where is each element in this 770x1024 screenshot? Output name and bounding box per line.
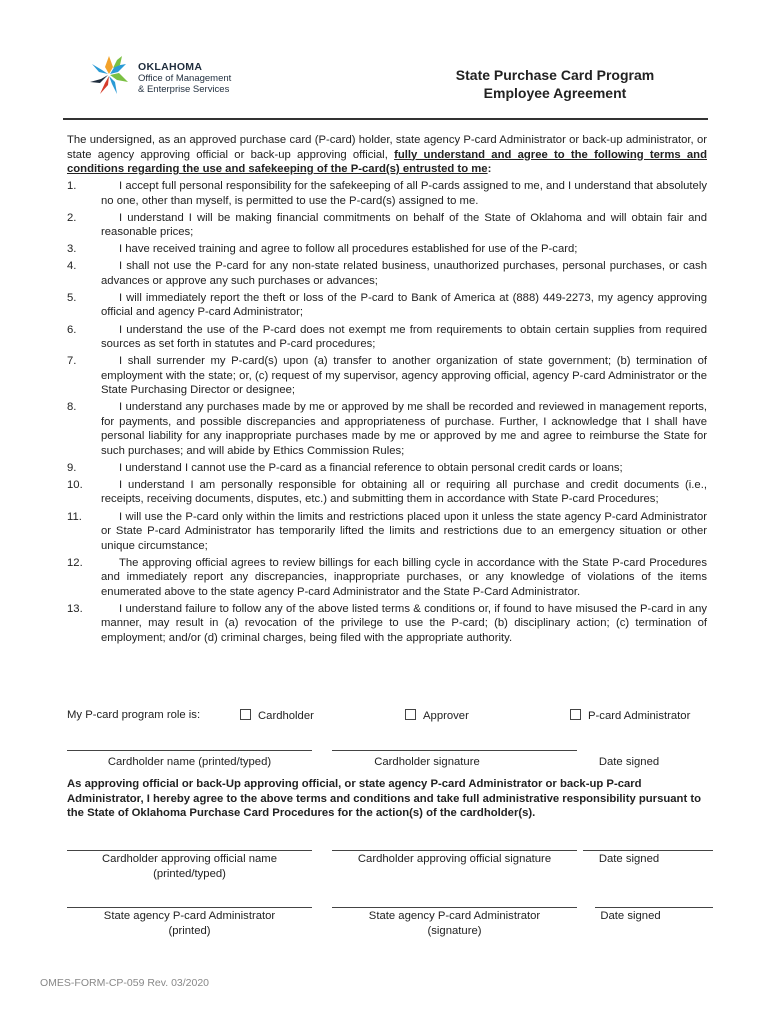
admin-signature-label-line1: State agency P-card Administrator (368, 910, 541, 922)
admin-date-line[interactable] (595, 907, 713, 908)
term-text-content: I accept full personal responsibility for the safekeeping of all P-cards assigned to me, and I understand that absolutely no one, other than myself, is permitted to use the P-card(s) assigned to me. (101, 180, 707, 207)
term-number: 12. (67, 556, 83, 569)
role-option-approver[interactable] (405, 709, 469, 722)
admin-name-label (67, 909, 312, 939)
logo-org-name: OKLAHOMA (138, 61, 203, 73)
term-item (67, 400, 707, 458)
terms-list (67, 179, 707, 645)
approver-name-line[interactable] (67, 850, 312, 851)
term-text (101, 400, 707, 458)
term-number: 1. (67, 180, 77, 193)
term-text-content: I will use the P-card only within the limits and restrictions placed upon it unless the state agency P-card Administrator or State P-card Administrator has temporarily lifted the limits and restrictions due to an emergency situation or other unique circumstance; (101, 510, 707, 552)
term-item (67, 556, 707, 600)
term-number: 2. (67, 211, 77, 224)
star-burst-icon (86, 52, 132, 98)
role-option-label: Cardholder (258, 710, 314, 722)
role-label: My P-card program role is: (67, 709, 201, 721)
intro-text: The undersigned, as an approved purchase card (P-card) holder, state agency P-card Administrator or back-up administrator, or state agency approving official or back-up approving official, (67, 134, 707, 161)
agency-logo (86, 52, 266, 100)
admin-signature-label-line2: (signature) (427, 925, 482, 937)
header-divider (63, 118, 708, 120)
term-text (101, 291, 707, 320)
term-text (101, 242, 707, 257)
cardholder-signature-label: Cardholder signature (374, 756, 480, 768)
admin-signature-line[interactable] (332, 907, 577, 908)
approver-date-line[interactable] (583, 850, 713, 851)
term-item (67, 211, 707, 240)
term-item (67, 602, 707, 646)
term-text (101, 323, 707, 352)
checkbox[interactable] (405, 709, 416, 720)
role-option-pcard-admin[interactable] (570, 709, 690, 722)
admin-date-label: Date signed (600, 910, 661, 922)
role-option-label: P-card Administrator (588, 710, 691, 722)
term-text-content: I have received training and agree to follow all procedures established for use of the P-card; (119, 243, 578, 256)
checkbox[interactable] (240, 709, 251, 720)
term-number: 7. (67, 355, 77, 368)
term-text (101, 211, 707, 240)
agreement-body (67, 133, 707, 645)
term-item (67, 354, 707, 398)
approver-signature-label: Cardholder approving official signature (357, 853, 552, 865)
term-text (101, 602, 707, 646)
term-text (101, 556, 707, 600)
role-option-label: Approver (423, 710, 469, 722)
term-number: 4. (67, 260, 77, 273)
term-text-content: I understand I will be making financial commitments on behalf of the State of Oklahoma and will obtain fair and reasonable prices; (101, 211, 707, 239)
term-number: 11. (67, 510, 82, 523)
term-text (101, 478, 707, 507)
term-text-content: The approving official agrees to review billings for each billing cycle in accordance with the State P-card Procedures and immediately report any discrepancies, inappropriate purchases, or any knowledge of violations of the items enumerated above to the state agency P-card Administrator and the State P-Card Administrator. (101, 556, 707, 598)
term-text (101, 179, 707, 208)
admin-name-line[interactable] (67, 907, 312, 908)
cardholder-signature-line[interactable] (332, 750, 577, 751)
checkbox[interactable] (570, 709, 581, 720)
cardholder-date-label: Date signed (598, 756, 660, 768)
term-number: 8. (67, 401, 77, 414)
term-item (67, 510, 707, 554)
approver-signature-line[interactable] (332, 850, 577, 851)
term-text-content: I shall not use the P-card for any non-state related business, unauthorized purchases, personal purchases, or cash advances or approve any such purchases or advances; (101, 260, 707, 287)
intro-paragraph (67, 133, 707, 177)
role-option-cardholder[interactable] (240, 709, 314, 722)
title-line-1: State Purchase Card Program (455, 67, 655, 83)
term-text (101, 510, 707, 554)
form-footer: OMES-FORM-CP-059 Rev. 03/2020 (40, 977, 210, 989)
term-number: 5. (67, 291, 77, 304)
term-number: 10. (67, 478, 83, 491)
term-text-content: I will immediately report the theft or loss of the P-card to Bank of America at (888) 449-2273, my agency approving official and agency P-card Administrator; (101, 291, 707, 319)
term-text (101, 354, 707, 398)
term-item (67, 179, 707, 208)
term-item (67, 242, 707, 257)
approving-official-statement: As approving official or back-Up approving official, or state agency P-card Administrator or back-up P-card Administrator, I hereby agree to the above terms and conditions and take full administrative responsibility pursuant to the State of Oklahoma Purchase Card Procedures for the action(s) of the cardholder(s). (67, 778, 702, 819)
term-item (67, 461, 707, 476)
admin-name-label-line1: State agency P-card Administrator (103, 910, 276, 922)
cardholder-name-line[interactable] (67, 750, 312, 751)
logo-org-line2: Office of Management (138, 73, 232, 84)
term-item (67, 323, 707, 352)
term-number: 3. (67, 243, 77, 256)
admin-signature-label (332, 909, 577, 939)
term-text (101, 259, 707, 288)
intro-emphasis: fully understand and agree to the following terms and conditions regarding the use and safekeeping of the P-card(s) entrusted to me (67, 148, 707, 175)
approver-name-label-line1: Cardholder approving official name (102, 853, 277, 865)
title-line-2: Employee Agreement (483, 85, 627, 101)
approver-name-label-line2: (printed/typed) (153, 868, 226, 880)
admin-name-label-line2: (printed) (168, 925, 211, 937)
term-item (67, 478, 707, 507)
term-text-content: I understand the use of the P-card does not exempt me from requirements to obtain certain supplies from required sources as set forth in statutes and P-card procedures; (101, 323, 707, 351)
term-item (67, 291, 707, 320)
term-text (101, 461, 707, 476)
term-item (67, 259, 707, 288)
intro-tail: : (487, 163, 492, 175)
logo-org-line3: & Enterprise Services (138, 84, 230, 95)
term-number: 13. (67, 602, 83, 615)
term-number: 6. (67, 323, 77, 336)
approver-date-label: Date signed (598, 853, 660, 865)
term-text-content: I understand I cannot use the P-card as a financial reference to obtain personal credit cards or loans; (119, 461, 623, 474)
cardholder-name-label: Cardholder name (printed/typed) (107, 756, 272, 768)
term-text-content: I shall surrender my P-card(s) upon (a) transfer to another organization of state government; (b) termination of employment with the state; or, (c) request of my supervisor, agency approving official, agency P-card Administrator or the State Purchasing Director or designee; (101, 355, 707, 397)
term-text-content: I understand failure to follow any of the above listed terms & conditions or, if found to have misused the P-card in any manner, may result in (a) revocation of the privilege to use the P-card; (b) disciplinary action; (c) termination of employment; and/or (d) criminal charges, being filed with the appropriate authority. (101, 602, 707, 644)
approver-name-label (67, 852, 312, 882)
document-title (420, 66, 690, 102)
term-number: 9. (67, 461, 77, 474)
term-text-content: I understand I am personally responsible for obtaining all or requiring all purchase and credit documents (i.e., receipts, receiving documents, disputes, etc.) and submitting them in accordance with State P-card Procedures; (101, 478, 707, 506)
term-text-content: I understand any purchases made by me or approved by me shall be recorded and reviewed in management reports, for payments, and possible discrepancies and appropriateness of purchase. Further, I acknowledge that I shall have personal liability for any inappropriate purchases made by me or approved by me and agree to reimburse the State for such purchases; and will abide by Ethics Commission Rules; (101, 401, 707, 457)
